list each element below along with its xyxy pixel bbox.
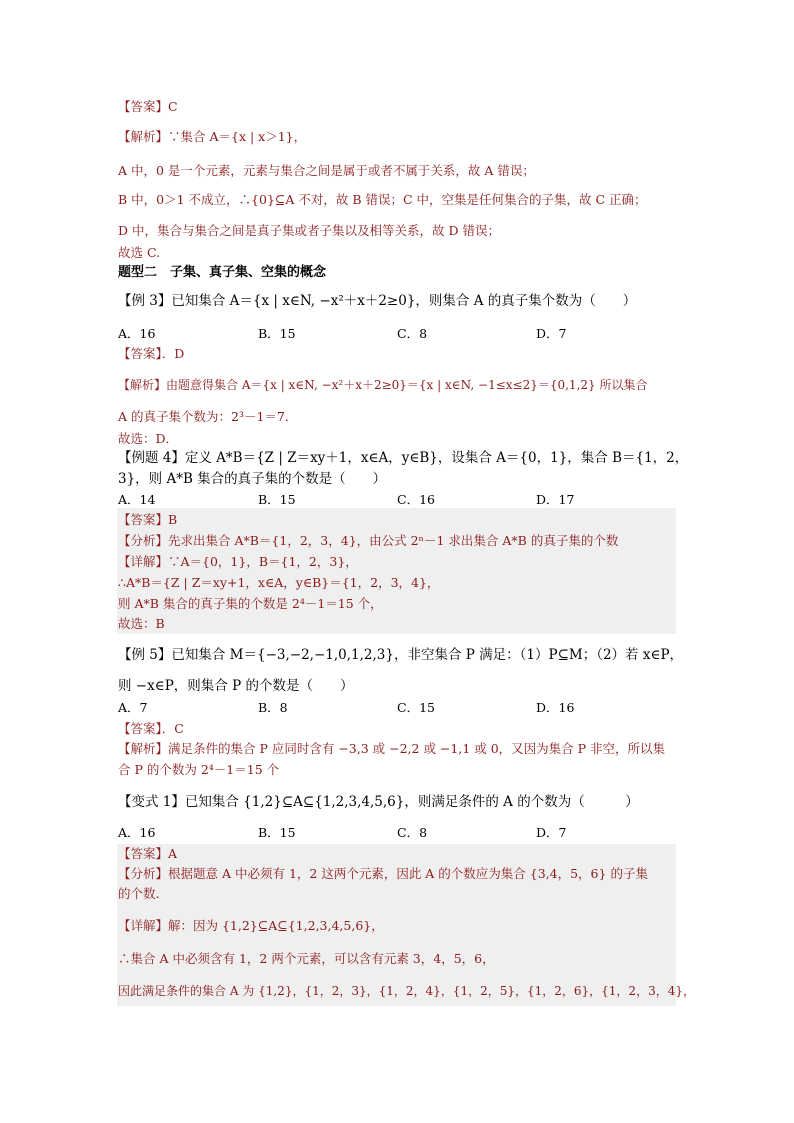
analysis-line: 【详解】解：因为 {1,2}⊆A⊆{1,2,3,4,5,6}， bbox=[118, 918, 384, 933]
option-c: C．8 bbox=[397, 326, 428, 341]
option-a: A．14 bbox=[118, 492, 156, 507]
option-a: A．7 bbox=[118, 700, 148, 715]
analysis-line: A 的真子集个数为：2³－1＝7． bbox=[118, 409, 298, 424]
option-b: B．15 bbox=[258, 825, 296, 840]
option-b: B．8 bbox=[258, 700, 288, 715]
analysis-line: 【解析】满足条件的集合 P 应同时含有 −3,3 或 −2,2 或 −1,1 或 0，又因为集合 P 非空，所以集 bbox=[118, 741, 666, 756]
section-title: 题型二 子集、真子集、空集的概念 bbox=[118, 265, 327, 280]
option-b: B．15 bbox=[258, 492, 296, 507]
analysis-line: 合 P 的个数为 2⁴－1＝15 个 bbox=[118, 762, 280, 777]
option-d: D．16 bbox=[536, 700, 575, 715]
question-text: 【例 5】已知集合 M＝{−3,−2,−1,0,1,2,3}，非空集合 P 满足：（1）P⊆M；（2）若 x∈P， bbox=[118, 647, 684, 663]
option-b: B．15 bbox=[258, 326, 296, 341]
option-c: C．15 bbox=[397, 700, 435, 715]
answer-label: 【答案】A bbox=[118, 846, 178, 861]
analysis-line: ∴集合 A 中必须含有 1，2 两个元素，可以含有元素 3，4，5，6， bbox=[118, 951, 495, 966]
choose-line: 故选：D． bbox=[118, 431, 179, 446]
answer-label: 【答案】B bbox=[118, 512, 178, 527]
analysis-line: 【解析】由题意得集合 A＝{x | x∈N, −x²＋x＋2≥0}＝{x | x∈N, −1≤x≤2}＝{0,1,2} 所以集合 bbox=[118, 378, 648, 392]
analysis-line: D 中，集合与集合之间是真子集或者子集以及相等关系，故 D 错误； bbox=[118, 223, 500, 238]
question-text: 【变式 1】已知集合 {1,2}⊆A⊆{1,2,3,4,5,6}，则满足条件的 A 的个数为（ ） bbox=[118, 794, 639, 810]
question-text: 【例 3】已知集合 A＝{x | x∈N, −x²＋x＋2≥0}，则集合 A 的真子集个数为（ ） bbox=[118, 293, 637, 309]
choose-line: 故选 C. bbox=[118, 245, 161, 260]
answer-label: 【答案】．D bbox=[118, 346, 185, 361]
analysis-line: 【详解】∵A＝{0，1}，B＝{1，2，3}， bbox=[118, 554, 358, 569]
analysis-line: 【解析】∵集合 A＝{x | x＞1}， bbox=[118, 129, 307, 144]
option-c: C．16 bbox=[397, 492, 435, 507]
question-text: 则 −x∈P，则集合 P 的个数是（ ） bbox=[118, 678, 354, 694]
analysis-line: ∴A*B＝{Z | Z＝xy+1，x∈A，y∈B}＝{1，2，3，4}， bbox=[118, 575, 440, 590]
question-text: 【例题 4】定义 A*B＝{Z | Z＝xy＋1，x∈A，y∈B}，设集合 A＝{0，1}，集合 B＝{1，2， bbox=[118, 450, 689, 466]
question-text: 3}，则 A*B 集合的真子集的个数是（ ） bbox=[118, 471, 387, 487]
option-d: D．7 bbox=[536, 825, 567, 840]
analysis-line: 则 A*B 集合的真子集的个数是 2⁴－1＝15 个， bbox=[118, 596, 383, 611]
analysis-line: 的个数. bbox=[118, 886, 160, 901]
analysis-line: 因此满足条件的集合 A 为 {1,2}，{1，2，3}，{1，2，4}，{1，2，5}，{1，2，6}，{1，2，3，4}， bbox=[118, 984, 695, 998]
option-d: D．7 bbox=[536, 326, 567, 341]
analysis-line: 【分析】根据题意 A 中必须有 1，2 这两个元素，因此 A 的个数应为集合 {3,4，5，6} 的子集 bbox=[118, 866, 648, 881]
option-c: C．8 bbox=[397, 825, 428, 840]
ex4-solution-shade bbox=[117, 508, 676, 634]
option-d: D．17 bbox=[536, 492, 575, 507]
answer-label: 【答案】C bbox=[118, 99, 178, 114]
analysis-line: A 中，0 是一个元素，元素与集合之间是属于或者不属于关系，故 A 错误； bbox=[118, 163, 535, 178]
analysis-line: 【分析】先求出集合 A*B＝{1，2，3，4}，由公式 2ⁿ－1 求出集合 A*B 的真子集的个数 bbox=[118, 533, 619, 548]
analysis-line: B 中，0＞1 不成立，∴{0}⊆A 不对，故 B 错误；C 中，空集是任何集合的子集，故 C 正确； bbox=[118, 192, 647, 207]
answer-label: 【答案】．C bbox=[118, 721, 184, 736]
choose-line: 故选：B bbox=[118, 616, 165, 631]
option-a: A．16 bbox=[118, 326, 156, 341]
option-a: A．16 bbox=[118, 825, 156, 840]
